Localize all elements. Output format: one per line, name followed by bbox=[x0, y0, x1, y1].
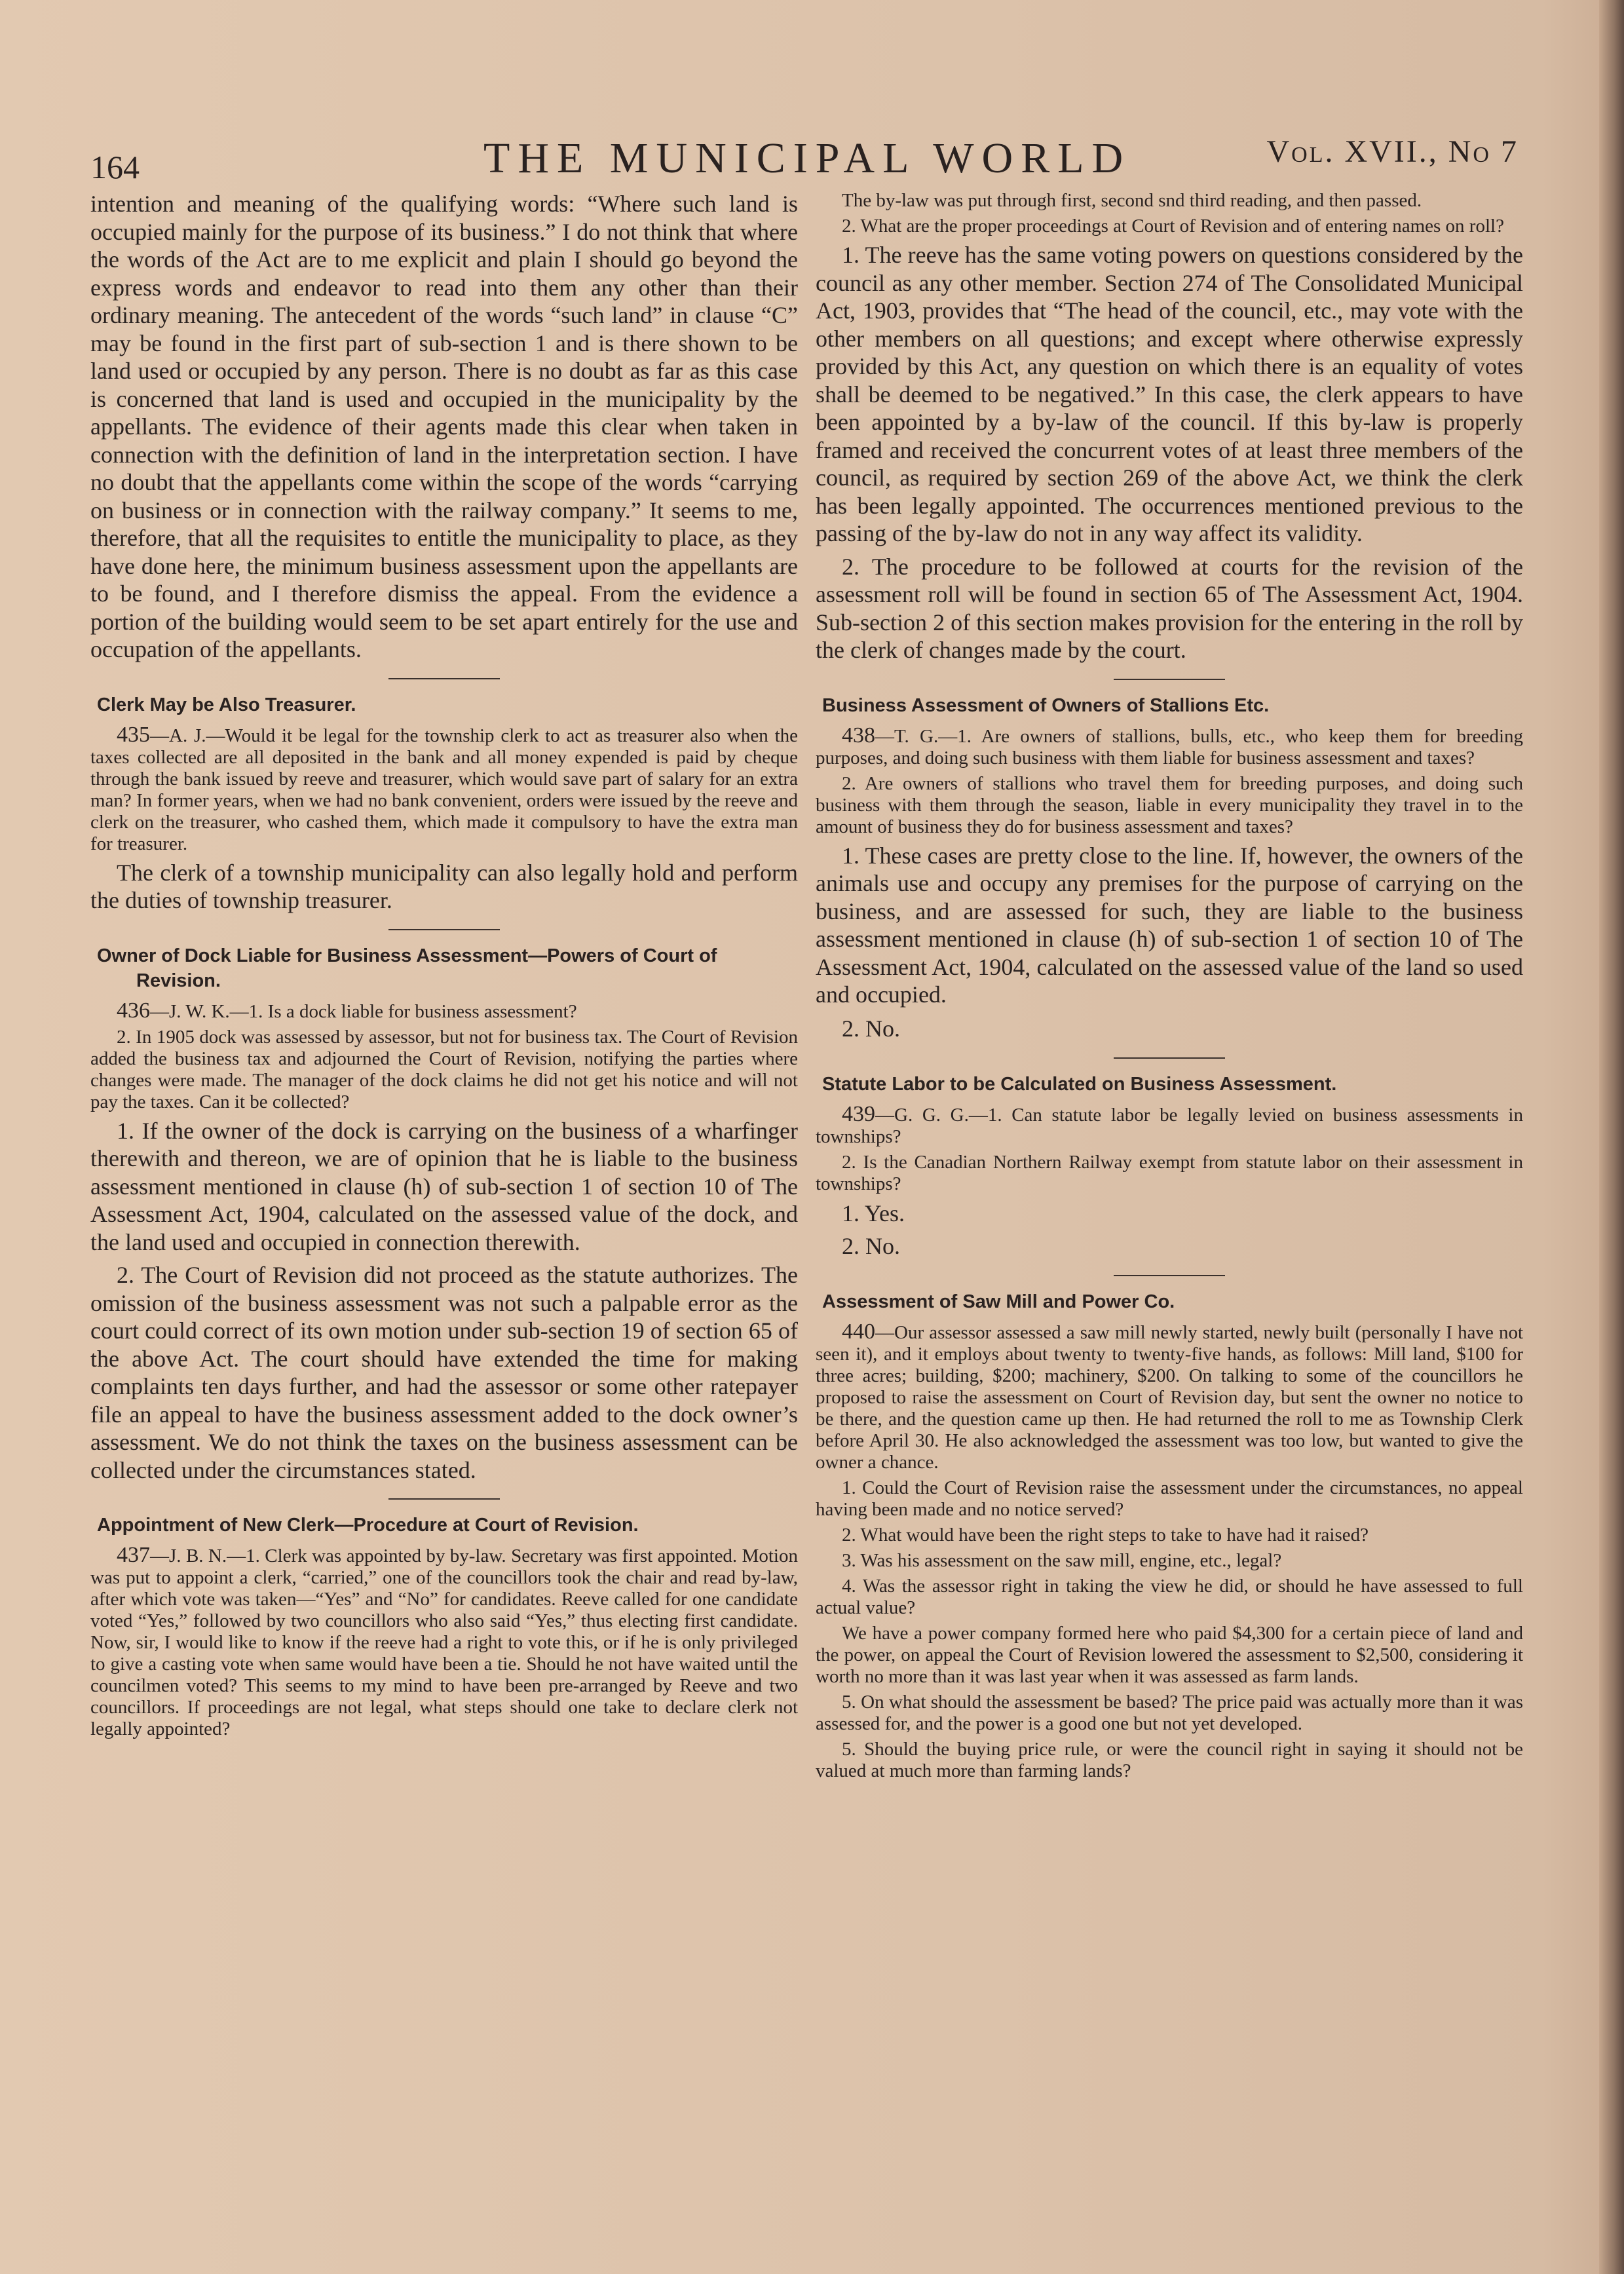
answer-435: The clerk of a township municipality can also legally hold and perform the duties of township treasurer. bbox=[90, 859, 798, 913]
answer-438-2: 2. No. bbox=[842, 1015, 900, 1042]
question-text: —G. G. G.—1. Can statute labor be legally levied on business assessments in townships? bbox=[816, 1104, 1523, 1147]
question-438-2: 2. Are owners of stallions who travel them for breeding purposes, and doing such business with them through the season, liable in every municipality they travel in to the amount of business they do for business assessment and taxes? bbox=[816, 772, 1523, 837]
question-437 bbox=[90, 1544, 798, 1740]
question-437-2: 2. What are the proper proceedings at Court of Revision and of entering names on roll? bbox=[842, 216, 1504, 237]
left-column bbox=[90, 190, 798, 1744]
question-440-2: 2. What would have been the right steps to take to have had it raised? bbox=[842, 1524, 1369, 1545]
question-text: —T. G.—1. Are owners of stallions, bulls, etc., who keep them for breeding purposes, and doing such business with them liable for business assessment and taxes? bbox=[816, 725, 1523, 768]
answer-438-1: 1. These cases are pretty close to the line. If, however, the owners of the animals use and occupy any premises for the purpose of carrying on the business, and are assessed for such, they are liable to the business assessment mentioned in clause (h) of sub-section 1 of section 10 of The Assessment Act, 1904, calculated on the assessed value of the land so used and occupied. bbox=[816, 842, 1523, 1008]
section-divider bbox=[1114, 1275, 1225, 1276]
section-divider bbox=[388, 929, 500, 930]
question-440-6: 5. Should the buying price rule, or were the council right in saying it should not be valued at much more than farming lands? bbox=[816, 1738, 1523, 1781]
section-heading-439: Statute Labor to be Calculated on Business Assessment. bbox=[822, 1073, 1337, 1095]
question-440-4b: We have a power company formed here who paid $4,300 for a certain piece of land and the power, on appeal the Court of Revision lowered the assessment to $2,500, considering it worth no more than it was last year when it was assessed as farm lands. bbox=[816, 1622, 1523, 1687]
question-439 bbox=[816, 1103, 1523, 1148]
question-text: —A. J.—Would it be legal for the township clerk to act as treasurer also when the taxes collected are all deposited in the bank and all money expended is paid by cheque through the bank issued by reeve and treasurer, which would save part of salary for an extra man? In former years, when we had no bank convenient, orders were issued by the reeve and clerk on the treasurer, who cashed them, which made it compulsory to have the extra man for treasurer. bbox=[90, 725, 798, 854]
section-heading-437: Appointment of New Clerk—Procedure at Court of Revision. bbox=[97, 1515, 639, 1536]
answer-439-1: 1. Yes. bbox=[842, 1200, 905, 1226]
question-text: —J. W. K.—1. Is a dock liable for business assessment? bbox=[150, 1000, 577, 1022]
running-title: THE MUNICIPAL WORLD bbox=[483, 134, 1131, 182]
section-heading-435: Clerk May be Also Treasurer. bbox=[97, 694, 356, 715]
right-column bbox=[816, 190, 1523, 1786]
question-440-4: 4. Was the assessor right in taking the view he did, or should he have assessed to full actual value? bbox=[816, 1575, 1523, 1618]
answer-439-2: 2. No. bbox=[842, 1232, 900, 1259]
question-440-1: 1. Could the Court of Revision raise the assessment under the circumstances, no appeal having been made and no notice served? bbox=[816, 1477, 1523, 1520]
question-438 bbox=[816, 725, 1523, 769]
section-heading-440: Assessment of Saw Mill and Power Co. bbox=[822, 1291, 1175, 1312]
question-437-continued: The by-law was put through first, second snd third reading, and then passed. bbox=[842, 190, 1422, 211]
page-header bbox=[90, 110, 1519, 185]
volume-number: Vol. XVII., No 7 bbox=[1266, 134, 1519, 169]
question-number: 436 bbox=[117, 998, 150, 1023]
page-number: 164 bbox=[90, 149, 140, 185]
question-number: 440 bbox=[842, 1319, 875, 1344]
question-text: —J. B. N.—1. Clerk was appointed by by-law. Secretary was first appointed. Motion was put to appoint a clerk, “carried,” one of the councillors took the chair and read by-law, after which vote was taken—“Yes” and “No” for candidates. Reeve called for one candidate voted “Yes,” followed by two councillors who also said “Yes,” thus electing first candidate. Now, sir, I would like to know if the reeve had a right to vote this, or if he is only privileged to give a casting vote when same would have been a tie. Should he not have waited until the councilmen voted? This seems to my mind to have been pre-arranged by Reeve and two councillors. If proceedings are not legal, what steps should one take to declare clerk not legally appointed? bbox=[90, 1545, 798, 1739]
intro-paragraph: intention and meaning of the qualifying words: “Where such land is occupied mainly for the purpose of its business.” I do not think that where the words of the Act are to me explicit and plain I should go beyond the express words and endeavor to read into them any other than their ordinary meaning. The antecedent of the words “such land” in clause “C” may be found in the first part of sub-section 1 and is there shown to be land used or occupied by any person. There is no doubt as far as this case is concerned that land is used and occupied in the municipality by the appellants. The evidence of their agents made this clear when taken in connection with the definition of land in the interpretation section. I have no doubt that the appellants come within the scope of the words “carrying on business or in connection with the railway company.” It seems to me, therefore, that all the requisites to entitle the municipality to place, as they have done here, the minimum business assessment upon the appellants are to be found, and I therefore dismiss the appeal. From the evidence a portion of the building would seem to be set apart entirely for the use and occupation of the appellants. bbox=[90, 191, 798, 662]
section-divider bbox=[1114, 679, 1225, 680]
section-divider bbox=[1114, 1057, 1225, 1059]
question-number: 438 bbox=[842, 723, 875, 748]
question-436 bbox=[90, 1000, 798, 1023]
question-439-2: 2. Is the Canadian Northern Railway exempt from statute labor on their assessment in townships? bbox=[816, 1151, 1523, 1194]
answer-436-2: 2. The Court of Revision did not proceed as the statute authorizes. The omission of the business assessment was not such a palpable error as the court could correct of its own motion under sub-section 19 of section 65 of the above Act. The court should have extended the time for making complaints ten days further, and had the assessor or some other ratepayer file an appeal to have the business assessment added to the dock owner’s assessment. We do not think the taxes on the business assessment can be collected under the circumstances stated. bbox=[90, 1262, 798, 1483]
answer-437-1: 1. The reeve has the same voting powers on questions considered by the council as any other member. Section 274 of The Consolidated Municipal Act, 1903, provides that “The head of the council, etc., may vote with the other members on all questions; and except where otherwise expressly provided by this Act, any question on which there is an equality of votes shall be deemed to be negatived.” In this case, the clerk appears to have been appointed by a by-law of the council. If this by-law is properly framed and received the concurrent votes of at least three members of the council, as required by section 269 of the above Act, we think the clerk has been legally appointed. The occurrences mentioned previous to the passing of the by-law do not in any way affect its validity. bbox=[816, 242, 1523, 546]
question-435 bbox=[90, 724, 798, 855]
section-divider bbox=[388, 1498, 500, 1500]
section-heading-438: Business Assessment of Owners of Stallions Etc. bbox=[822, 694, 1270, 716]
question-number: 435 bbox=[117, 722, 150, 747]
answer-436-1: 1. If the owner of the dock is carrying on the business of a wharfinger therewith and thereon, we are of opinion that he is liable to the business assessment mentioned in clause (h) of sub-section 1 of section 10 of The Assessment Act, 1904, calculated on the assessed value of the dock, and the land used and occupied in connection therewith. bbox=[90, 1117, 798, 1255]
section-divider bbox=[388, 678, 500, 679]
question-436-2: 2. In 1905 dock was assessed by assessor, but not for business tax. The Court of Revision added the business tax and adjourned the Court of Revision, notifying the parties where changes were made. The manager of the dock claims he did not get his notice and will not pay the taxes. Can it be collected? bbox=[90, 1026, 798, 1112]
section-heading-436: Owner of Dock Liable for Business Assessment—Powers of Court of Revision. bbox=[97, 945, 717, 991]
question-number: 439 bbox=[842, 1101, 875, 1126]
question-440-5: 5. On what should the assessment be based? The price paid was actually more than it was assessed for, and the power is a good one but not yet developed. bbox=[816, 1691, 1523, 1734]
binding-edge bbox=[1599, 0, 1624, 2274]
question-number: 437 bbox=[117, 1543, 150, 1567]
answer-437-2: 2. The procedure to be followed at courts for the revision of the assessment roll will be found in section 65 of The Assessment Act, 1904. Sub-section 2 of this section makes provision for the entering in the roll by the clerk of changes made by the court. bbox=[816, 553, 1523, 663]
question-text: —Our assessor assessed a saw mill newly started, newly built (personally I have not seen it), and it employs about twenty to twenty-five hands, as follows: Mill land, $100 for three acres; building, $200; machinery, $200. On talking to some of the councillors he proposed to raise the assessment on Court of Revision day, but sent the owner no notice to be there, and the question came up then. He had returned the roll to me as Township Clerk before April 30. He also acknowledged the assessment was too low, but wanted to give the owner a chance. bbox=[816, 1321, 1523, 1473]
question-440 bbox=[816, 1321, 1523, 1473]
question-440-3: 3. Was his assessment on the saw mill, engine, etc., legal? bbox=[842, 1549, 1282, 1571]
